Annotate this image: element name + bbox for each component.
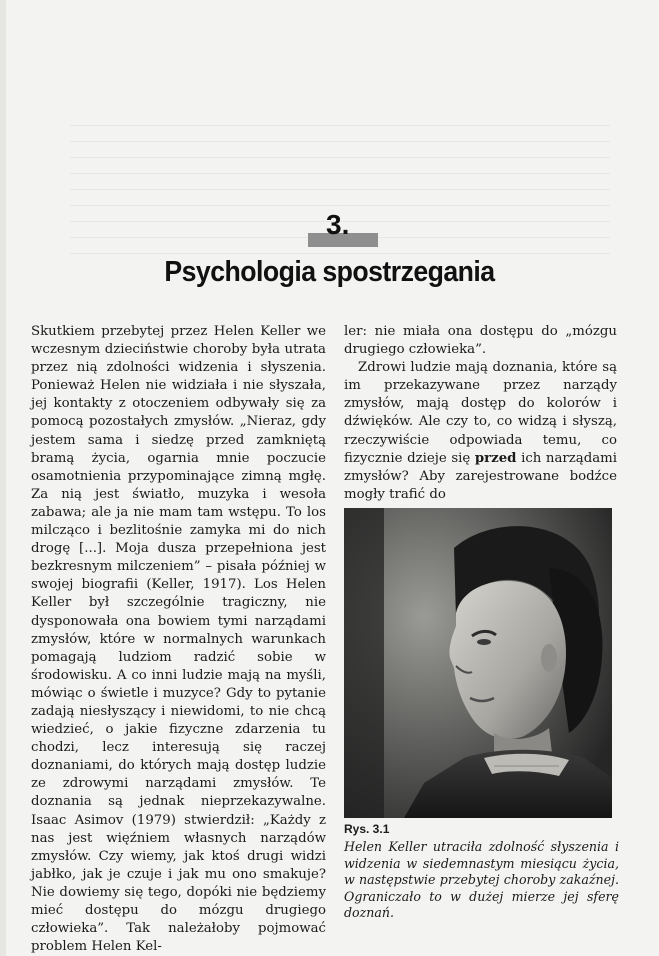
- left-column: [31, 323, 326, 956]
- portrait-illustration: [344, 508, 612, 818]
- helen-keller-photo: [344, 508, 612, 818]
- paragraph-senses: [344, 359, 617, 504]
- paragraph-continuation: ler: nie miała ona dostępu do „mózgu drugiego człowieka”.: [344, 324, 617, 358]
- figure-label: Rys. 3.1: [344, 822, 390, 836]
- paragraph-senses-part-2: ich narządami zmysłów? Aby zarejestrowane bodźce mogły trafić do: [344, 450, 617, 502]
- right-column: [344, 323, 617, 504]
- figure-caption: Helen Keller utraciła zdolność słyszenia i widzenia w siedemnastym miesiącu życia, w następstwie przebytej choroby zakaźnej. Ograniczało to w dużej mierze jej sferę doznań.: [344, 839, 619, 921]
- chapter-title: Psychologia spostrzegania: [164, 256, 495, 288]
- page-edge: [0, 0, 6, 956]
- paragraph-senses-part-1: Zdrowi ludzie mają doznania, które są im przekazywane przez narządy zmysłów, mają dostęp do kolorów i dźwięków. Ale czy to, co widzą i słyszą, rzeczywiście odpowiada temu, co fizycznie dzieje się: [344, 360, 617, 466]
- paragraph-intro: Skutkiem przebytej przez Helen Keller we wczesnym dzieciństwie choroby była utrata przez nią zdolności widzenia i słyszenia. Ponieważ Helen nie widziała i nie słyszała, jej kontakty z otoczeniem odbywały się za pomocą pozostałych zmysłów. „Nieraz, gdy jestem sama i siedzę przed zamkniętą bramą życia, ogarnia mnie poczucie osamotnienia przypominające zimną mgłę. Za nią jest światło, muzyka i wesoła zabawa; ale ja nie mam tam wstępu. To los milcząco i bezlitośnie zamyka mi do nich drogę [...]. Moja dusza przepełniona jest bezkresnym milczeniem” – pisała później w swojej biografii (Keller, 1917). Los Helen Keller był szczególnie tragiczny, nie dysponowała ona bowiem tymi narządami zmysłów, które w normalnych warunkach pomagają ludziom radzić sobie w środowisku. A co inni ludzie mają na myśli, mówiąc o świetle i muzyce? Gdy to pytanie zadają niesłyszący i niewidomi, to nie chcą wiedzieć, o jakie fizyczne zdarzenia tu chodzi, lecz interesują się raczej doznaniami, do których mają dostęp ludzie ze zdrowymi narządami zmysłów. Te doznania są jednak nieprzekazywalne. Isaac Asimov (1979) stwierdził: „Każdy z nas jest więźniem własnych narządów zmysłów. Czy wiemy, jak ktoś drugi widzi jabłko, jak je czuje i jak mu ono smakuje? Nie dowiemy się tego, dopóki nie będziemy mieć dostępu do mózgu drugiego człowieka”. Tak należałoby pojmować problem Helen Kel-: [31, 324, 326, 955]
- emphasis-przed: przed: [474, 450, 517, 466]
- chapter-number: 3.: [326, 209, 350, 240]
